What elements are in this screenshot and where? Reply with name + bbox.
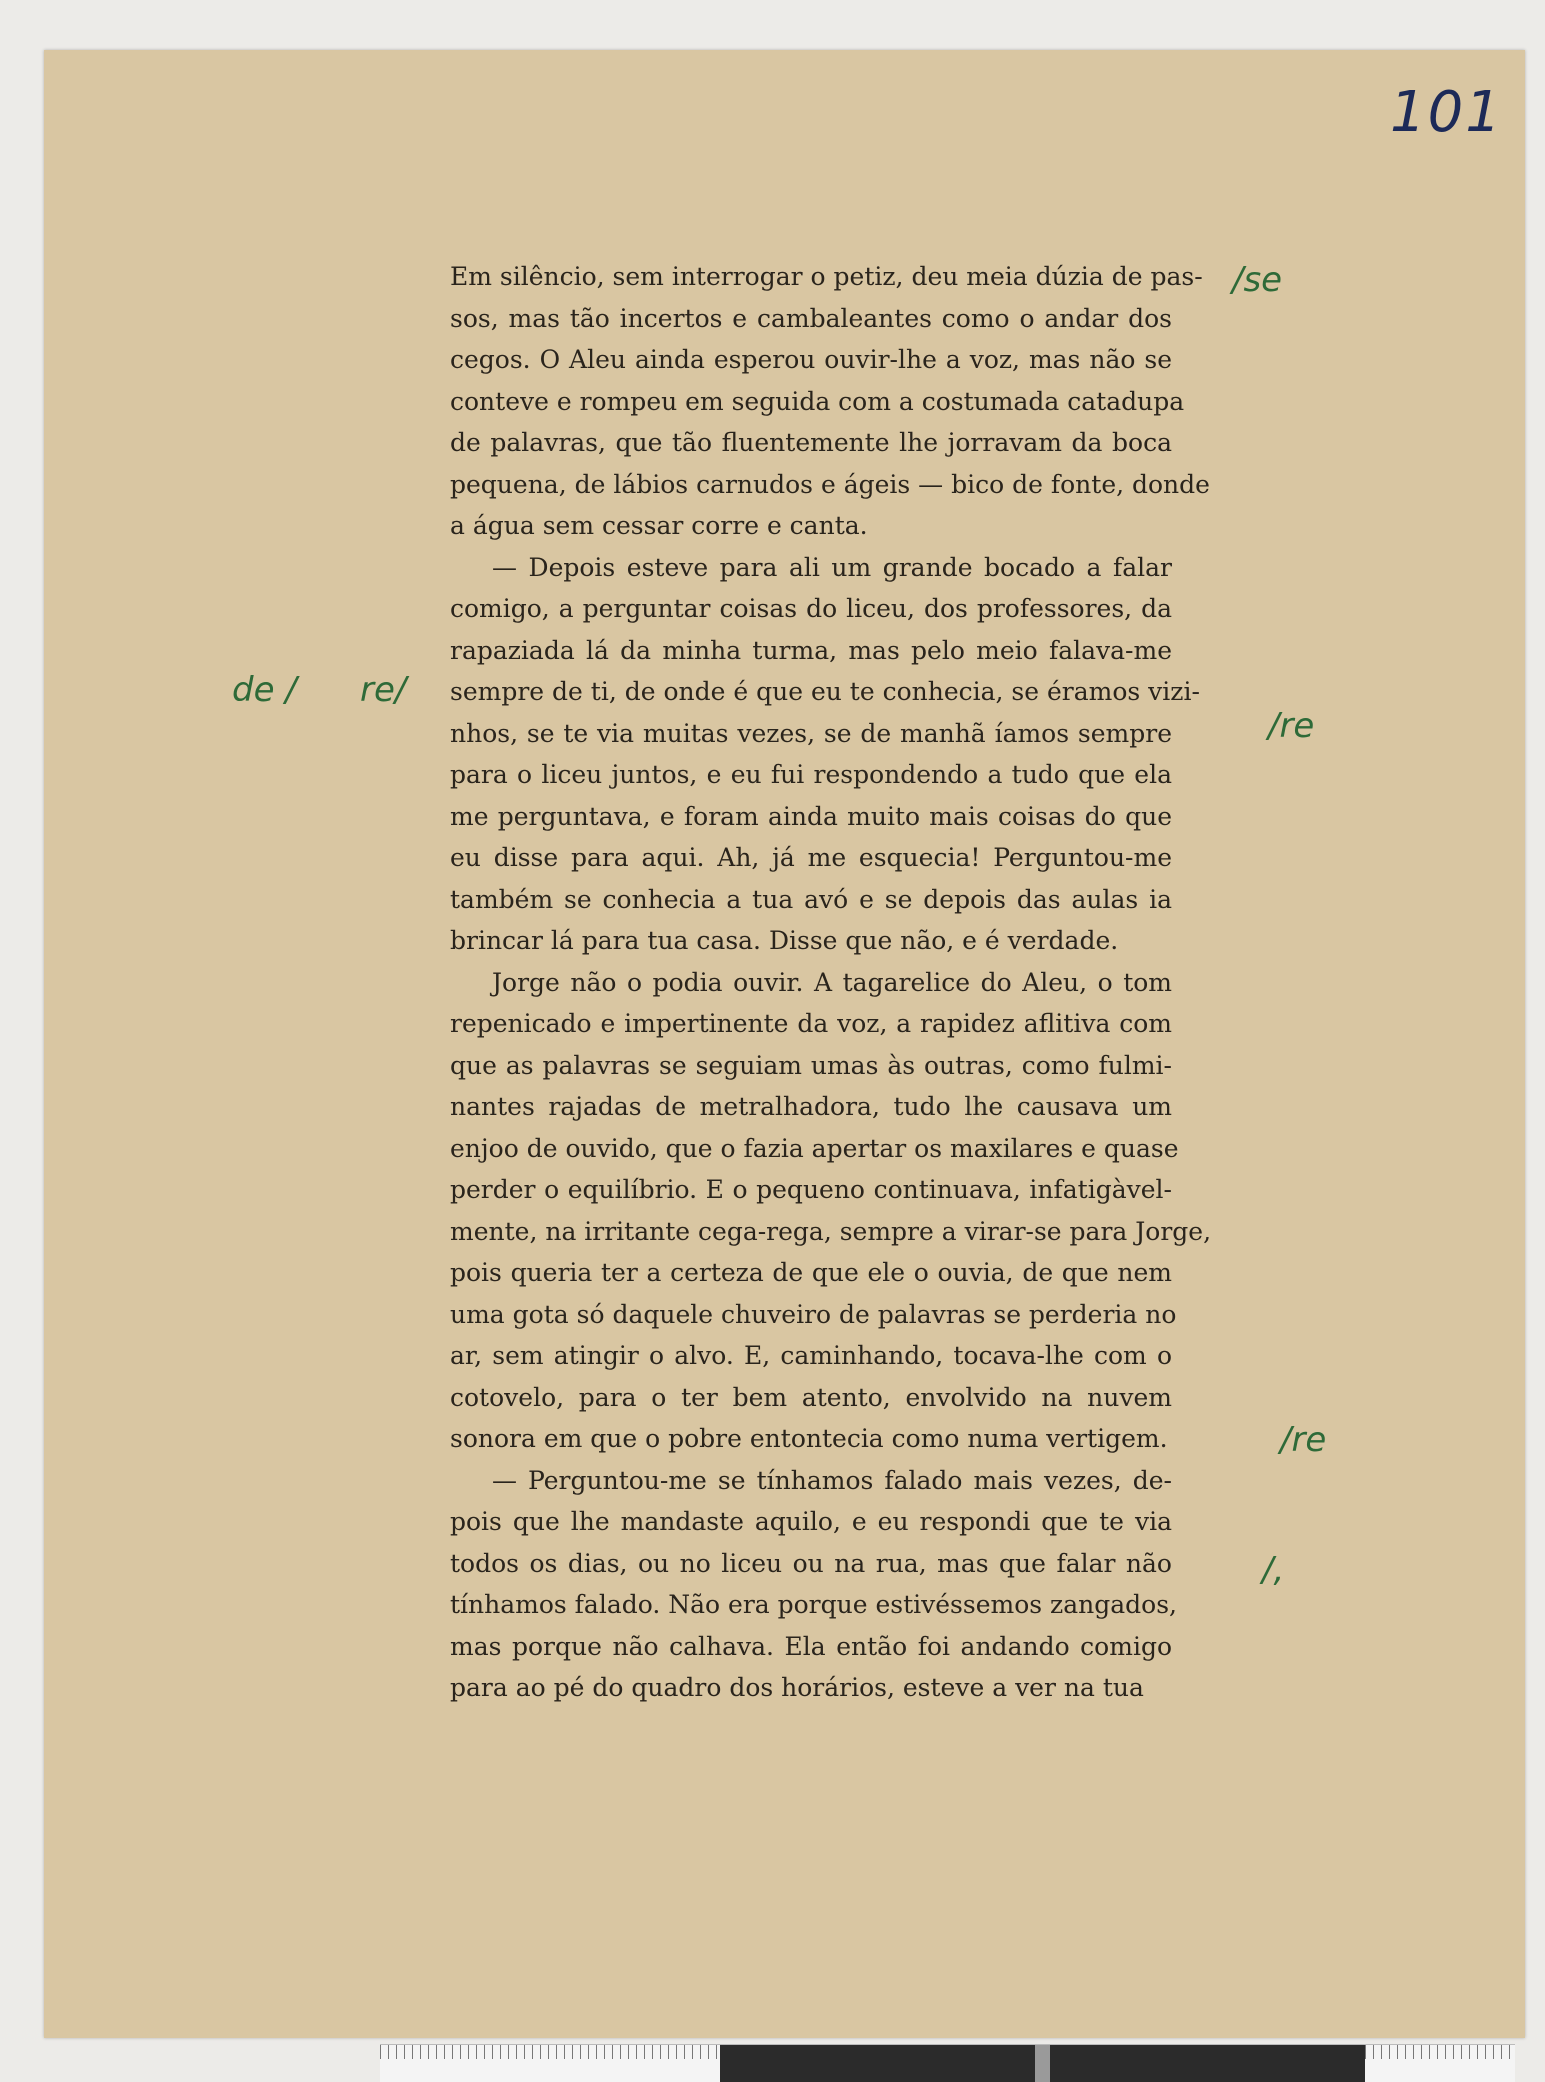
- text-line: mas porque não calhava. Ela então foi andando comigo: [450, 1631, 1172, 1661]
- text-line: — Perguntou-me se tínhamos falado mais vezes, de-: [492, 1465, 1172, 1495]
- margin-note-re-2: /re: [1280, 1420, 1327, 1460]
- margin-note-re-left: re/: [360, 670, 407, 710]
- text-line: uma gota só daquele chuveiro de palavras se perderia no: [450, 1299, 1177, 1329]
- text-line: para ao pé do quadro dos horários, esteve a ver na tua: [450, 1673, 1144, 1702]
- text-line: todos os dias, ou no liceu ou na rua, mas que falar não: [450, 1548, 1172, 1578]
- text-line: mente, na irritante cega-rega, sempre a virar-se para Jorge,: [450, 1216, 1212, 1246]
- text-line: conteve e rompeu em seguida com a costumada catadupa: [450, 386, 1185, 416]
- text-line: cotovelo, para o ter bem atento, envolvido na nuvem: [450, 1382, 1172, 1412]
- margin-note-re-1: /re: [1268, 706, 1315, 746]
- text-line: repenicado e impertinente da voz, a rapidez aflitiva com: [450, 1009, 1172, 1038]
- text-line: a água sem cessar corre e canta.: [450, 511, 868, 540]
- text-line: pois que lhe mandaste aquilo, e eu respondi que te via: [450, 1507, 1172, 1536]
- text-line: me perguntava, e foram ainda muito mais coisas do que: [450, 801, 1172, 831]
- text-line: Em silêncio, sem interrogar o petiz, deu meia dúzia de pas-: [450, 262, 1203, 291]
- text-line: sonora em que o pobre entontecia como numa vertigem.: [450, 1424, 1168, 1453]
- text-line: para o liceu juntos, e eu fui respondendo a tudo que ela: [450, 760, 1172, 789]
- text-line: também se conhecia a tua avó e se depois das aulas ia: [450, 884, 1172, 914]
- text-line: de palavras, que tão fluentemente lhe jorravam da boca: [450, 428, 1172, 457]
- text-line: pois queria ter a certeza de que ele o ouvia, de que nem: [450, 1258, 1172, 1287]
- text-line: brincar lá para tua casa. Disse que não, e é verdade.: [450, 926, 1119, 955]
- text-line: tínhamos falado. Não era porque estivéssemos zangados,: [450, 1590, 1177, 1619]
- text-line: perder o equilíbrio. E o pequeno continuava, infatigàvel-: [450, 1175, 1172, 1204]
- text-line: pequena, de lábios carnudos e ágeis — bico de fonte, donde: [450, 469, 1210, 499]
- text-line: nhos, se te via muitas vezes, se de manhã íamos sempre: [450, 718, 1172, 748]
- text-line: que as palavras se seguiam umas às outras, como fulmi-: [450, 1050, 1172, 1080]
- text-line: sempre de ti, de onde é que eu te conhecia, se éramos vizi-: [450, 677, 1200, 706]
- text-line: cegos. O Aleu ainda esperou ouvir-lhe a voz, mas não se: [450, 345, 1172, 374]
- margin-note-se: /se: [1232, 260, 1283, 300]
- text-line: comigo, a perguntar coisas do liceu, dos professores, da: [450, 594, 1172, 623]
- body-text: [450, 256, 1212, 1709]
- text-line: sos, mas tão incertos e cambaleantes como o andar dos: [450, 303, 1172, 333]
- text-line: nantes rajadas de metralhadora, tudo lhe causava um: [450, 1092, 1172, 1121]
- text-line: — Depois esteve para ali um grande bocado a falar: [492, 552, 1172, 582]
- text-line: eu disse para aqui. Ah, já me esquecia! Perguntou-me: [450, 843, 1172, 872]
- color-scale-bar: [380, 2044, 1515, 2082]
- text-line: Jorge não o podia ouvir. A tagarelice do Aleu, o tom: [492, 967, 1172, 997]
- text-line: rapaziada lá da minha turma, mas pelo meio falava-me: [450, 635, 1172, 665]
- text-line: ar, sem atingir o alvo. E, caminhando, tocava-lhe com o: [450, 1341, 1172, 1370]
- margin-note-de: de /: [232, 670, 297, 710]
- page-number: 101: [1390, 80, 1503, 145]
- text-line: enjoo de ouvido, que o fazia apertar os maxilares e quase: [450, 1133, 1179, 1163]
- margin-note-comma: /,: [1262, 1550, 1285, 1590]
